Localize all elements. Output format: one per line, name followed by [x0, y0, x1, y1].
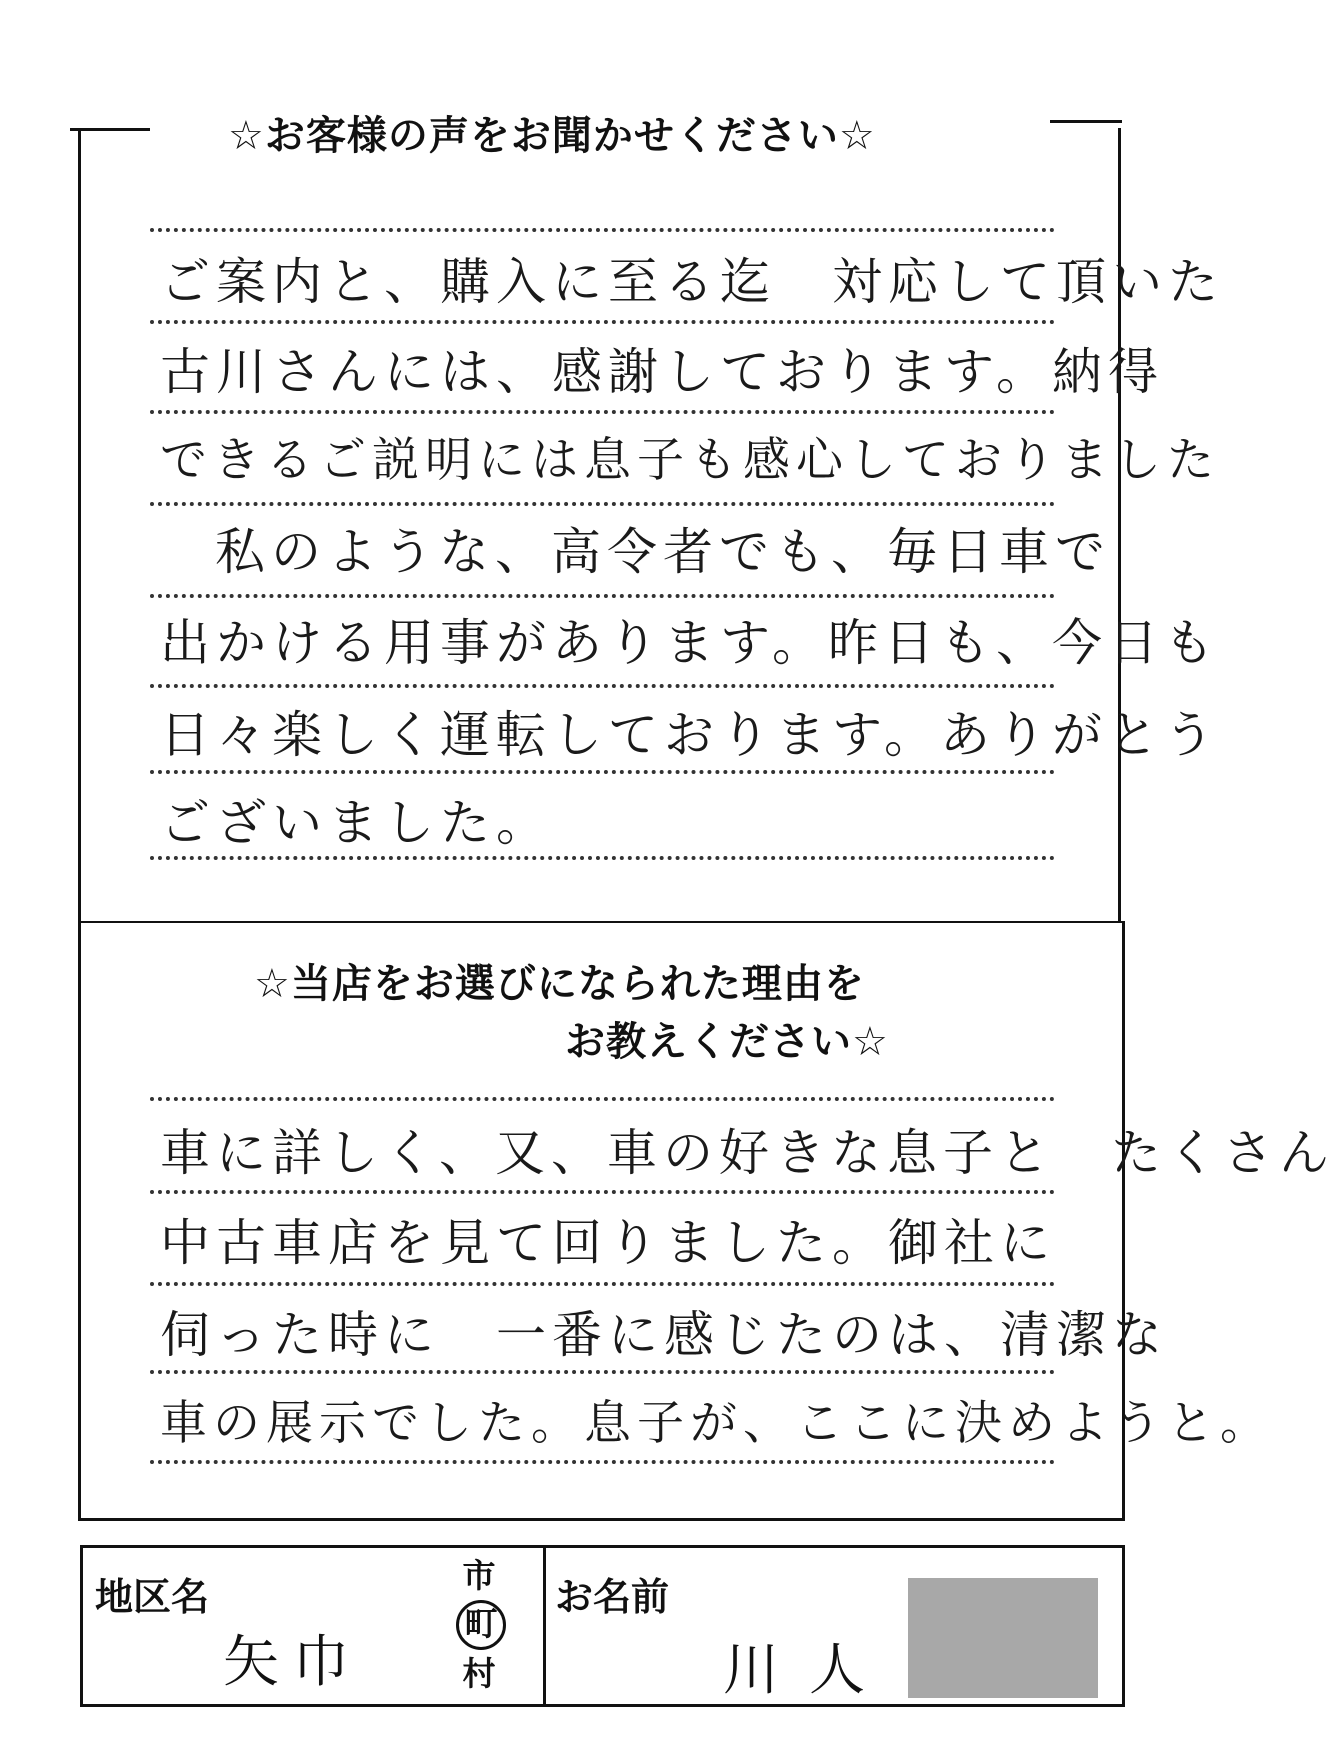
reason-title-line1: ☆当店をお選びになられた理由を	[254, 961, 865, 1007]
dotted-rule	[150, 320, 1055, 324]
name-value: 川人	[723, 1638, 895, 1703]
municipality-type	[456, 1552, 502, 1698]
reason-line: 中古車店を見て回りました。御社に	[160, 1214, 1056, 1272]
table-divider	[543, 1548, 546, 1704]
dotted-rule	[150, 410, 1055, 414]
redaction-block	[908, 1578, 1098, 1698]
dotted-rule	[150, 856, 1055, 860]
voice-line: 私のような、高令者でも、毎日車で	[215, 523, 1111, 581]
name-label: お名前	[555, 1575, 670, 1619]
town-option-circled: 町	[456, 1600, 506, 1650]
voice-line: できるご説明には息子も感心しておりました	[160, 433, 1220, 488]
dotted-rule	[150, 1282, 1055, 1286]
customer-voice-title: ☆お客様の声をお聞かせください☆	[228, 113, 876, 159]
reason-line: 車の展示でした。息子が、ここに決めようと。	[160, 1396, 1273, 1451]
dotted-rule	[150, 684, 1055, 688]
top-border-right	[1050, 120, 1122, 123]
city-option: 市	[462, 1556, 496, 1595]
customer-info-table	[80, 1545, 1125, 1707]
dotted-rule	[150, 594, 1055, 598]
dotted-rule	[150, 1370, 1055, 1374]
area-value: 矢巾	[223, 1630, 363, 1695]
dotted-rule	[150, 1460, 1055, 1464]
voice-line: 日々楽しく運転しております。ありがとう	[160, 706, 1220, 764]
voice-line: ご案内と、購入に至る迄 対応して頂いた	[160, 253, 1224, 311]
voice-line: ございました。	[160, 794, 552, 852]
dotted-rule	[150, 228, 1055, 232]
reason-line: 伺った時に 一番に感じたのは、清潔な	[160, 1306, 1168, 1364]
dotted-rule	[150, 502, 1055, 506]
village-option: 村	[462, 1654, 496, 1693]
dotted-rule	[150, 770, 1055, 774]
reason-line: 車に詳しく、又、車の好きな息子と たくさん	[160, 1124, 1335, 1182]
dotted-rule	[150, 1190, 1055, 1194]
voice-line: 出かける用事があります。昨日も、今日も	[160, 614, 1220, 672]
dotted-rule	[150, 1097, 1055, 1101]
area-label: 地区名	[95, 1575, 210, 1619]
reason-title-line2: お教えください☆	[565, 1019, 889, 1065]
voice-line: 古川さんには、感謝しております。納得	[160, 343, 1164, 401]
